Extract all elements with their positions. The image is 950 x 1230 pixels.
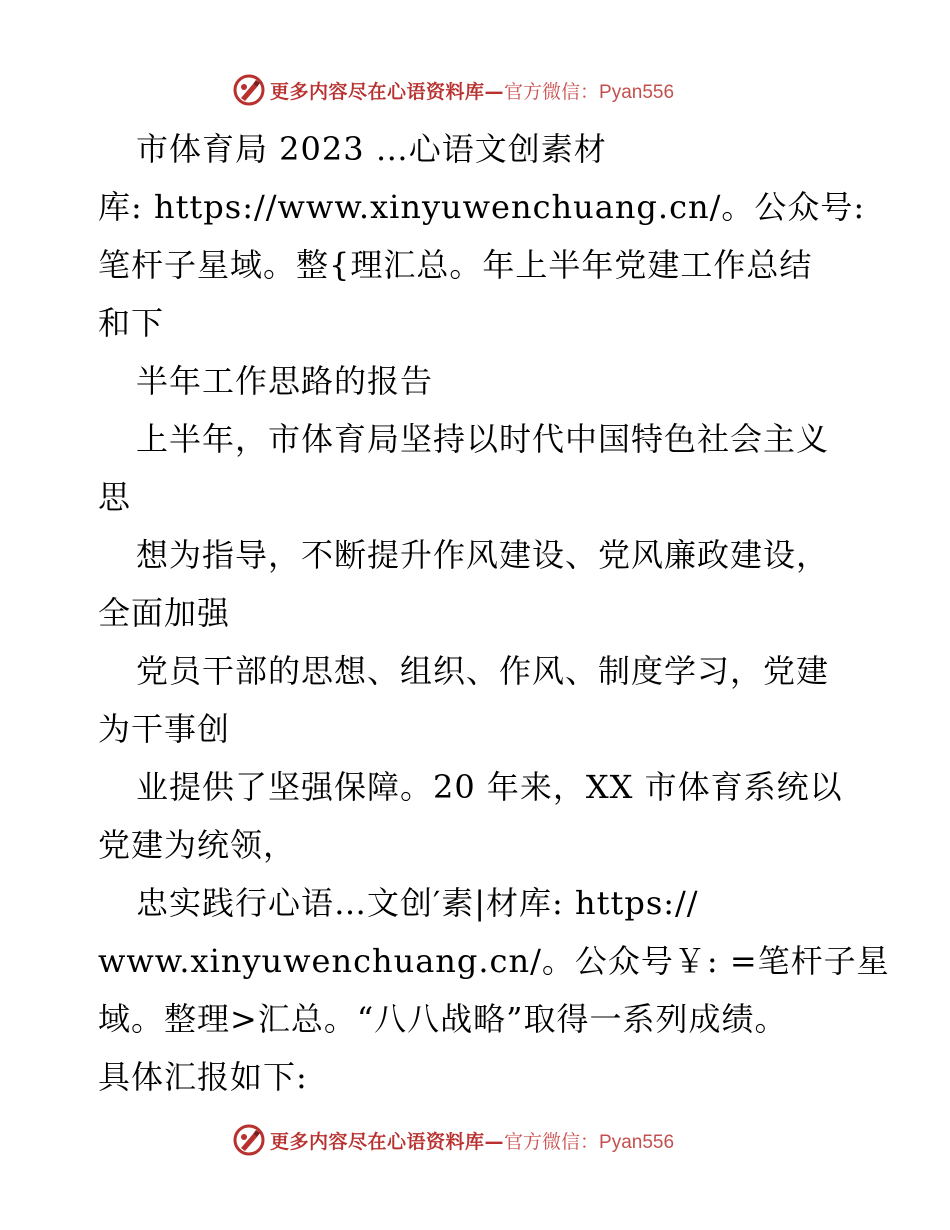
pen-logo-icon	[232, 73, 266, 107]
text-line: 忠实践行心语…文创′素|材库: https://	[136, 884, 699, 922]
text-line: 想为指导，不断提升作风建设、党风廉政建设，	[136, 536, 830, 574]
text-line: 库: https://www.xinyuwenchuang.cn/。公众号:	[98, 188, 866, 226]
text-line: 为干事创	[98, 710, 231, 748]
text-line: 党建为统领，	[98, 826, 297, 864]
footer-watermark	[232, 1120, 674, 1160]
text-line: 具体汇报如下:	[98, 1058, 308, 1096]
text-line: 域。整理>汇总。“八八战略”取得一系列成绩。	[98, 1000, 788, 1038]
text-line: 上半年，市体育局坚持以时代中国特色社会主义	[136, 420, 830, 458]
text-line: www.xinyuwenchuang.cn/。公众号￥: =笔杆子星	[98, 942, 890, 980]
text-line: 全面加强	[98, 594, 231, 632]
document-body	[98, 120, 890, 1106]
text-line: 半年工作思路的报告	[136, 362, 434, 400]
watermark-text: 更多内容尽在心语资料库—	[270, 1130, 505, 1153]
watermark-text: 更多内容尽在心语资料库—	[270, 80, 505, 103]
text-line: 思	[98, 478, 132, 516]
text-line: 和下	[98, 304, 165, 342]
text-line: 笔杆子星域。整{理汇总。年上半年党建工作总结	[98, 246, 813, 284]
text-line: 市体育局 2023 …心语文创素材	[136, 130, 607, 168]
watermark-label: 官方微信：Pyan556	[504, 80, 675, 103]
text-line: 党员干部的思想、组织、作风、制度学习，党建	[136, 652, 830, 690]
watermark-id: Pyan556	[599, 81, 675, 103]
watermark-id: Pyan556	[599, 1131, 675, 1153]
watermark-label: 官方微信：Pyan556	[504, 1130, 675, 1153]
header-watermark	[232, 70, 674, 110]
pen-logo-icon	[232, 1123, 266, 1157]
text-line: 业提供了坚强保障。20 年来，XX 市体育系统以	[136, 768, 843, 806]
